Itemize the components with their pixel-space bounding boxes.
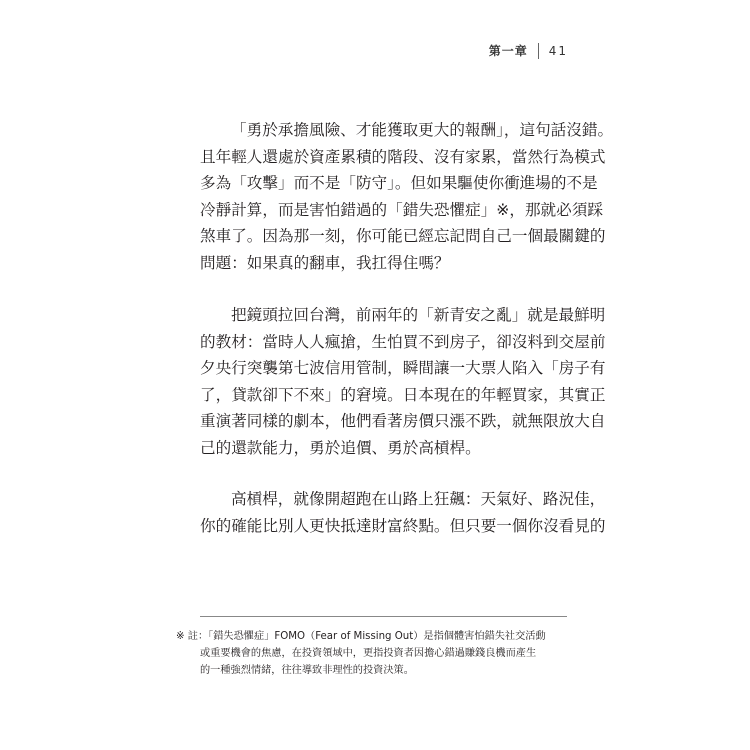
- text-line: 多為「攻擊」而不是「防守」。但如果驅使你衝進場的不是: [200, 174, 598, 192]
- footnote-line: 或重要機會的焦慮，在投資領域中，更指投資者因擔心錯過賺錢良機而產生: [200, 648, 537, 659]
- text-line: 的教材：當時人人瘋搶，生怕買不到房子，卻沒料到交屋前: [200, 332, 606, 351]
- footnote: [176, 628, 576, 679]
- footnote-line: ※ 註：「錯失恐懼症」FOMO（Fear of Missing Out）是指個體害怕錯失社交活動: [176, 631, 546, 642]
- text-line: 「勇於承擔風險、才能獲取更大的報酬」，這句話沒錯。: [231, 121, 614, 139]
- text-line: 你的確能比別人更快抵達財富終點。但只要一個你沒看見的: [200, 516, 606, 535]
- footnote-divider: [200, 616, 567, 617]
- paragraph-1: [200, 117, 614, 276]
- page-number: 41: [548, 43, 568, 58]
- text-line: 冷靜計算，而是害怕錯過的「錯失恐懼症」※，那就必須踩: [200, 200, 603, 219]
- text-line: 問題：如果真的翻車，我扛得住嗎？: [200, 253, 450, 272]
- paragraph-3: [200, 486, 606, 539]
- footnote-line: 的一種強烈情緒，往往導致非理性的投資決策。: [200, 665, 414, 676]
- paragraph-2: [200, 302, 606, 461]
- text-line: 煞車了。因為那一刻，你可能已經忘記問自己一個最關鍵的: [200, 227, 606, 245]
- text-line: 己的還款能力，勇於追價、勇於高槓桿。: [200, 438, 481, 457]
- body-text: [200, 117, 614, 565]
- text-line: 夕央行突襲第七波信用管制，瞬間讓一大票人陷入「房子有: [200, 359, 606, 377]
- running-header: [489, 42, 568, 59]
- text-line: 高槓桿，就像開超跑在山路上狂飆：天氣好、路況佳，: [231, 490, 606, 508]
- text-line: 把鏡頭拉回台灣，前兩年的「新青安之亂」就是最鮮明: [231, 306, 606, 324]
- text-line: 重演著同樣的劇本，他們看著房價只漲不跌，就無限放大自: [200, 412, 606, 430]
- text-line: 且年輕人還處於資產累積的階段、沒有家累，當然行為模式: [200, 147, 606, 166]
- header-divider: [538, 43, 539, 59]
- chapter-title: 第一章: [488, 44, 528, 58]
- text-line: 了，貸款卻下不來」的窘境。日本現在的年輕買家，其實正: [200, 385, 606, 404]
